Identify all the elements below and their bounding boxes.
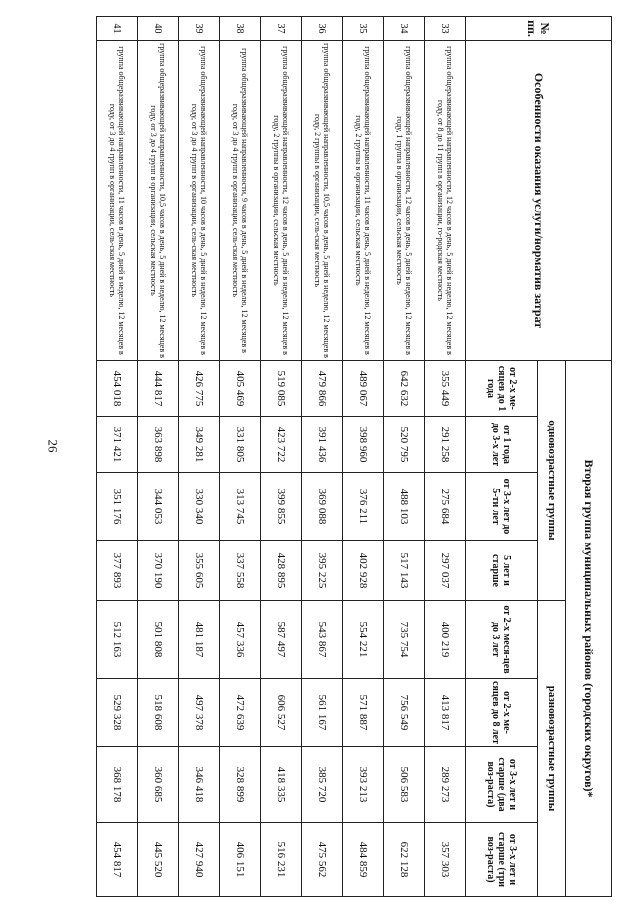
row-number: 39 <box>179 17 220 41</box>
cost-value-cell: 506 583 <box>384 747 425 823</box>
table-row <box>343 17 384 897</box>
page-number: 26 <box>45 439 61 453</box>
cost-standards-table <box>96 16 612 897</box>
cost-value-cell: 351 176 <box>97 473 138 541</box>
cost-value-cell: 376 211 <box>343 473 384 541</box>
cost-value-cell: 587 497 <box>261 601 302 679</box>
row-number: 38 <box>220 17 261 41</box>
cost-value-cell: 360 685 <box>138 747 179 823</box>
row-description: группа общеразвивающей направленности, 12 часов в день, 5 дней в неделю, 12 месяцев в году, 1 группа в организации, сельская местность <box>384 41 425 361</box>
cost-value-cell: 393 213 <box>343 747 384 823</box>
cost-value-cell: 402 928 <box>343 541 384 601</box>
cost-value-cell: 291 258 <box>425 417 466 473</box>
cost-value-cell: 398 960 <box>343 417 384 473</box>
cost-value-cell: 517 143 <box>384 541 425 601</box>
table-row <box>220 17 261 897</box>
cost-value-cell: 368 178 <box>97 747 138 823</box>
cost-value-cell: 489 067 <box>343 361 384 417</box>
table-row <box>179 17 220 897</box>
cost-value-cell: 344 053 <box>138 473 179 541</box>
table-row <box>261 17 302 897</box>
cost-value-cell: 395 225 <box>302 541 343 601</box>
cost-value-cell: 488 103 <box>384 473 425 541</box>
header-col-description: Особенности оказания услуги/норматив затрат <box>466 41 612 361</box>
header-age-column: от 3-х лет и старше (три воз-раста) <box>466 823 538 897</box>
cost-value-cell: 400 219 <box>425 601 466 679</box>
cost-value-cell: 289 273 <box>425 747 466 823</box>
cost-value-cell: 501 808 <box>138 601 179 679</box>
row-number: 34 <box>384 17 425 41</box>
cost-value-cell: 399 855 <box>261 473 302 541</box>
cost-value-cell: 735 754 <box>384 601 425 679</box>
cost-value-cell: 370 190 <box>138 541 179 601</box>
cost-value-cell: 554 221 <box>343 601 384 679</box>
row-number: 35 <box>343 17 384 41</box>
header-region-group: Вторая группа муниципальных районов (городских округов)* <box>566 361 612 897</box>
row-description: группа общеразвивающей направленности, 9 часов в день, 5 дней в неделю, 12 месяцев в году, от 3 до 4 групп в организации, сель-ская местность <box>220 41 261 361</box>
cost-value-cell: 427 940 <box>179 823 220 897</box>
cost-value-cell: 369 088 <box>302 473 343 541</box>
cost-value-cell: 418 335 <box>261 747 302 823</box>
cost-value-cell: 328 899 <box>220 747 261 823</box>
cost-value-cell: 331 805 <box>220 417 261 473</box>
row-number: 40 <box>138 17 179 41</box>
row-description: группа общеразвивающей направленности, 10,5 часов в день, 5 дней в неделю, 12 месяцев в году, от 3 до 4 групп в организации, сельская местность <box>138 41 179 361</box>
cost-value-cell: 275 684 <box>425 473 466 541</box>
cost-value-cell: 357 303 <box>425 823 466 897</box>
header-age-column: от 2-х ме-сяцев до 8 лет <box>466 679 538 747</box>
row-number: 37 <box>261 17 302 41</box>
cost-value-cell: 571 887 <box>343 679 384 747</box>
cost-value-cell: 297 037 <box>425 541 466 601</box>
cost-value-cell: 518 608 <box>138 679 179 747</box>
cost-value-cell: 445 520 <box>138 823 179 897</box>
row-number: 33 <box>425 17 466 41</box>
row-description: группа общеразвивающей направленности, 11 часов в день, 5 дней в неделю, 12 месяцев в году, от 3 до 4 групп в организации, сель-ская местность <box>97 41 138 361</box>
cost-value-cell: 330 340 <box>179 473 220 541</box>
cost-value-cell: 346 418 <box>179 747 220 823</box>
table-row <box>384 17 425 897</box>
cost-value-cell: 561 167 <box>302 679 343 747</box>
cost-value-cell: 391 436 <box>302 417 343 473</box>
cost-value-cell: 479 866 <box>302 361 343 417</box>
row-description: группа общеразвивающей направленности, 10,5 часов в день, 5 дней в неделю, 12 месяцев в году, 2 группы в организации, сель-ская местность <box>302 41 343 361</box>
cost-value-cell: 512 163 <box>97 601 138 679</box>
cost-value-cell: 622 128 <box>384 823 425 897</box>
cost-value-cell: 520 795 <box>384 417 425 473</box>
cost-value-cell: 529 328 <box>97 679 138 747</box>
cost-value-cell: 313 745 <box>220 473 261 541</box>
cost-value-cell: 406 151 <box>220 823 261 897</box>
row-description: группа общеразвивающей направленности, 12 часов в день, 5 дней в неделю, 12 месяцев в году, от 8 до 11 групп в организации, го-родская местность <box>425 41 466 361</box>
table-row <box>302 17 343 897</box>
cost-value-cell: 355 449 <box>425 361 466 417</box>
cost-value-cell: 472 639 <box>220 679 261 747</box>
cost-value-cell: 497 378 <box>179 679 220 747</box>
row-description: группа общеразвивающей направленности, 11 часов в день, 5 дней в неделю, 12 месяцев в году, 2 группы в организации, сельская местность <box>343 41 384 361</box>
cost-value-cell: 481 187 <box>179 601 220 679</box>
cost-value-cell: 355 605 <box>179 541 220 601</box>
header-col-no: № пп. <box>466 17 612 41</box>
cost-value-cell: 413 817 <box>425 679 466 747</box>
header-mixed-age-groups: разновозрастные группы <box>538 601 566 897</box>
cost-value-cell: 349 281 <box>179 417 220 473</box>
table-row <box>425 17 466 897</box>
cost-value-cell: 337 558 <box>220 541 261 601</box>
cost-value-cell: 428 895 <box>261 541 302 601</box>
cost-value-cell: 516 231 <box>261 823 302 897</box>
cost-value-cell: 426 775 <box>179 361 220 417</box>
cost-value-cell: 363 898 <box>138 417 179 473</box>
row-number: 41 <box>97 17 138 41</box>
header-single-age-groups: одновозрастные группы <box>538 361 566 601</box>
header-age-column: 5 лет и старше <box>466 541 538 601</box>
cost-value-cell: 454 817 <box>97 823 138 897</box>
cost-value-cell: 385 720 <box>302 747 343 823</box>
cost-value-cell: 756 549 <box>384 679 425 747</box>
cost-value-cell: 484 859 <box>343 823 384 897</box>
cost-value-cell: 371 421 <box>97 417 138 473</box>
cost-value-cell: 454 018 <box>97 361 138 417</box>
row-description: группа общеразвивающей направленности, 10 часов в день, 5 дней в неделю, 12 месяцев в году, от 3 до 4 групп в организации, сель-ская местность <box>179 41 220 361</box>
row-number: 36 <box>302 17 343 41</box>
row-description: группа общеразвивающей направленности, 12 часов в день, 5 дней в неделю, 12 месяцев в году, 2 группы в организации, сельская местность <box>261 41 302 361</box>
rotated-table-container <box>96 16 612 896</box>
header-age-column: от 2-х меся-цев до 3 лет <box>466 601 538 679</box>
cost-value-cell: 606 527 <box>261 679 302 747</box>
cost-value-cell: 405 469 <box>220 361 261 417</box>
cost-value-cell: 519 085 <box>261 361 302 417</box>
header-age-column: от 3-х лет и старше (два воз-раста) <box>466 747 538 823</box>
cost-value-cell: 377 893 <box>97 541 138 601</box>
cost-value-cell: 543 867 <box>302 601 343 679</box>
table-row <box>138 17 179 897</box>
cost-value-cell: 475 562 <box>302 823 343 897</box>
cost-value-cell: 457 336 <box>220 601 261 679</box>
header-age-column: от 2-х ме-сяцев до 1 года <box>466 361 538 417</box>
cost-value-cell: 444 817 <box>138 361 179 417</box>
cost-value-cell: 642 632 <box>384 361 425 417</box>
header-age-column: от 1 года до 3-х лет <box>466 417 538 473</box>
header-age-column: от 3-х лет до 5-ти лет <box>466 473 538 541</box>
cost-value-cell: 423 722 <box>261 417 302 473</box>
table-row <box>97 17 138 897</box>
